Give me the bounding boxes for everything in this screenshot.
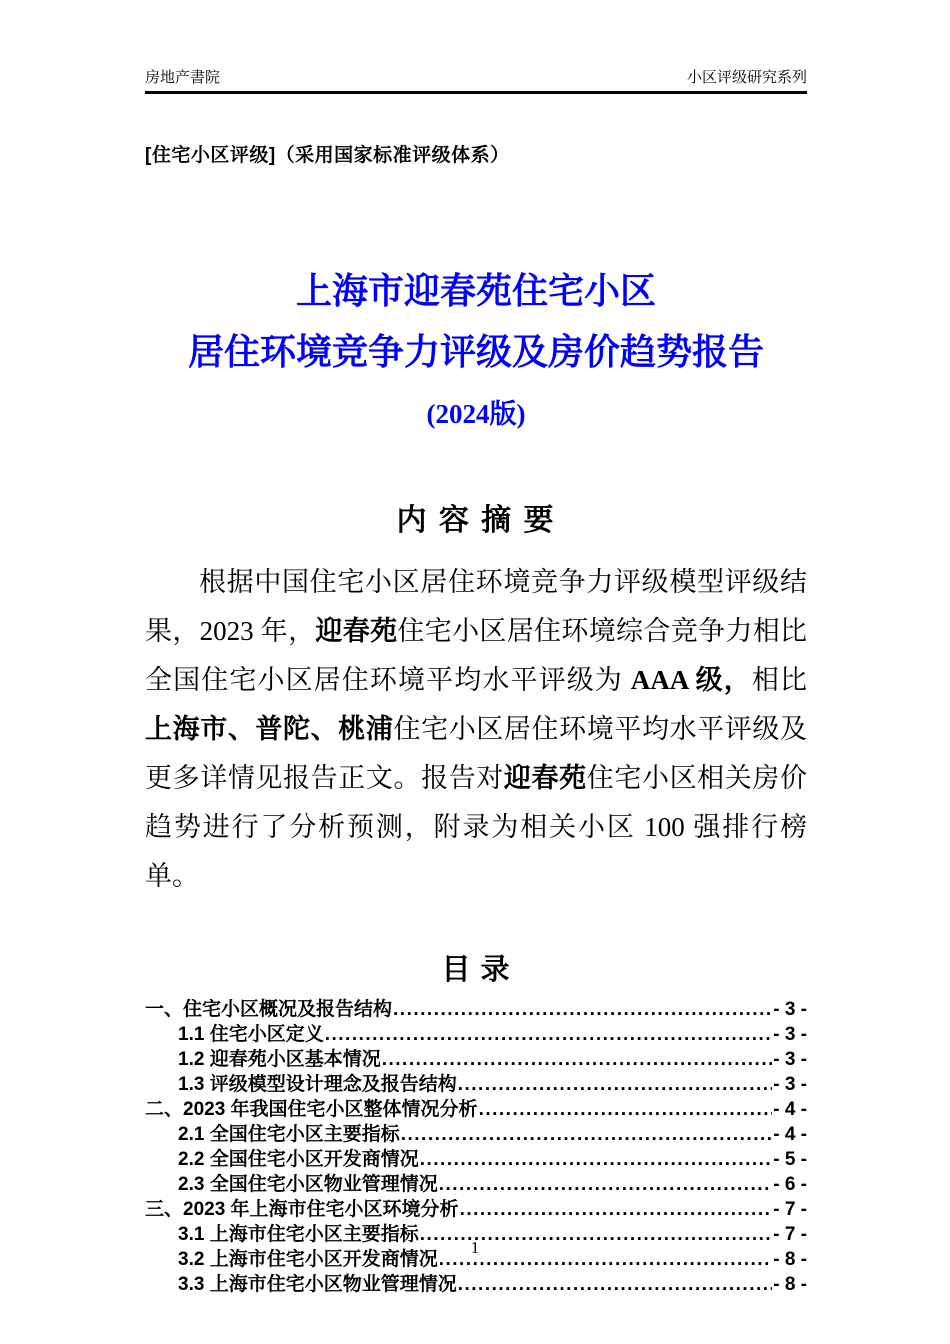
toc-entry-page-number: - 8 - — [773, 1249, 807, 1270]
page-number: 1 — [470, 1238, 480, 1257]
summary-text: 住宅小区居住环境平均水平评级及更多详情见报告正文。报告对 — [145, 714, 808, 793]
toc-entry-page-number: - 6 - — [773, 1174, 807, 1195]
summary-text-bold: 迎春苑 — [503, 763, 587, 793]
toc-entry-page-number: - 4 - — [773, 1124, 807, 1145]
toc-dotted-leader — [382, 1047, 773, 1072]
toc-entry — [145, 1047, 807, 1072]
toc-entry-page-number: - 7 - — [773, 1199, 807, 1220]
toc-dotted-leader — [325, 1022, 773, 1047]
toc-entry-page-number: - 3 - — [773, 1074, 807, 1095]
toc-entry-label: 2.2 全国住宅小区开发商情况 — [178, 1149, 419, 1170]
summary-text-bold: AAA 级， — [630, 665, 752, 695]
summary-text: 相比 — [751, 665, 808, 695]
toc-entry-label: 2.1 全国住宅小区主要指标 — [178, 1124, 400, 1145]
toc-dotted-leader — [393, 997, 772, 1022]
toc-entry — [145, 1172, 807, 1197]
summary-text-bold: 迎春苑 — [315, 616, 398, 646]
toc-entry — [145, 1097, 807, 1122]
summary-text: 住宅小区相关房价趋势进行了分析预测，附录为相关小区 100 强排行榜单。 — [145, 763, 808, 891]
toc-dotted-leader — [458, 1072, 773, 1097]
toc-dotted-leader — [401, 1122, 773, 1147]
toc-entry — [145, 997, 807, 1022]
toc-entry-page-number: - 8 - — [773, 1274, 807, 1295]
document-content — [145, 0, 807, 1297]
toc-entry-page-number: - 7 - — [773, 1224, 807, 1245]
toc-entry-label: 2.3 全国住宅小区物业管理情况 — [178, 1174, 438, 1195]
toc-entry-label: 3.2 上海市住宅小区开发商情况 — [178, 1249, 438, 1270]
toc-entry-label: 一、住宅小区概况及报告结构 — [145, 999, 393, 1020]
toc-heading: 目 录 — [441, 954, 511, 986]
report-title-line1: 上海市迎春苑住宅小区 — [295, 271, 656, 311]
toc-dotted-leader — [460, 1197, 773, 1222]
toc-entry — [145, 1147, 807, 1172]
toc-entry-label: 1.2 迎春苑小区基本情况 — [178, 1049, 381, 1070]
summary-heading: 内 容 摘 要 — [396, 504, 556, 537]
toc-entry-page-number: - 3 - — [773, 1024, 807, 1045]
report-type-label: [住宅小区评级]（采用国家标准评级体系） — [145, 145, 510, 166]
toc-entry — [145, 1272, 807, 1297]
toc-dotted-leader — [458, 1272, 773, 1297]
toc-entry-label: 3.1 上海市住宅小区主要指标 — [178, 1224, 419, 1245]
summary-text-bold: 上海市、普陀、桃浦 — [145, 714, 394, 744]
toc-entry — [145, 1022, 807, 1047]
toc-entry-page-number: - 3 - — [773, 999, 807, 1020]
header-left-text: 房地产書院 — [145, 69, 221, 86]
summary-text: 住宅小区居住环境综合竞争力相比全国住宅小区居住环境平均水平评级为 — [145, 616, 808, 695]
toc-dotted-leader — [420, 1147, 773, 1172]
document-header — [145, 66, 807, 94]
toc-entry — [145, 1197, 807, 1222]
toc-entry-label: 3.3 上海市住宅小区物业管理情况 — [178, 1274, 457, 1295]
report-title-line2: 居住环境竞争力评级及房价趋势报告 — [187, 332, 764, 372]
toc-dotted-leader — [439, 1172, 773, 1197]
toc-entry-page-number: - 3 - — [773, 1049, 807, 1070]
toc-entry-page-number: - 4 - — [773, 1099, 807, 1120]
report-title-block — [145, 261, 807, 433]
toc-entry-label: 二、2023 年我国住宅小区整体情况分析 — [145, 1099, 478, 1120]
summary-paragraph — [145, 558, 807, 901]
header-right-text: 小区评级研究系列 — [686, 69, 807, 86]
toc-entry — [145, 1072, 807, 1097]
toc-dotted-leader — [479, 1097, 773, 1122]
toc-entry-label: 1.3 评级模型设计理念及报告结构 — [178, 1074, 457, 1095]
toc-entry-label: 三、2023 年上海市住宅小区环境分析 — [145, 1199, 459, 1220]
report-edition: (2024版) — [426, 399, 526, 429]
toc-entry — [145, 1122, 807, 1147]
summary-text: 根据中国住宅小区居住环境竞争力评级模型评级结果，2023 年， — [145, 567, 807, 646]
toc-entry-label: 1.1 住宅小区定义 — [178, 1024, 324, 1045]
toc-entry-page-number: - 5 - — [773, 1149, 807, 1170]
